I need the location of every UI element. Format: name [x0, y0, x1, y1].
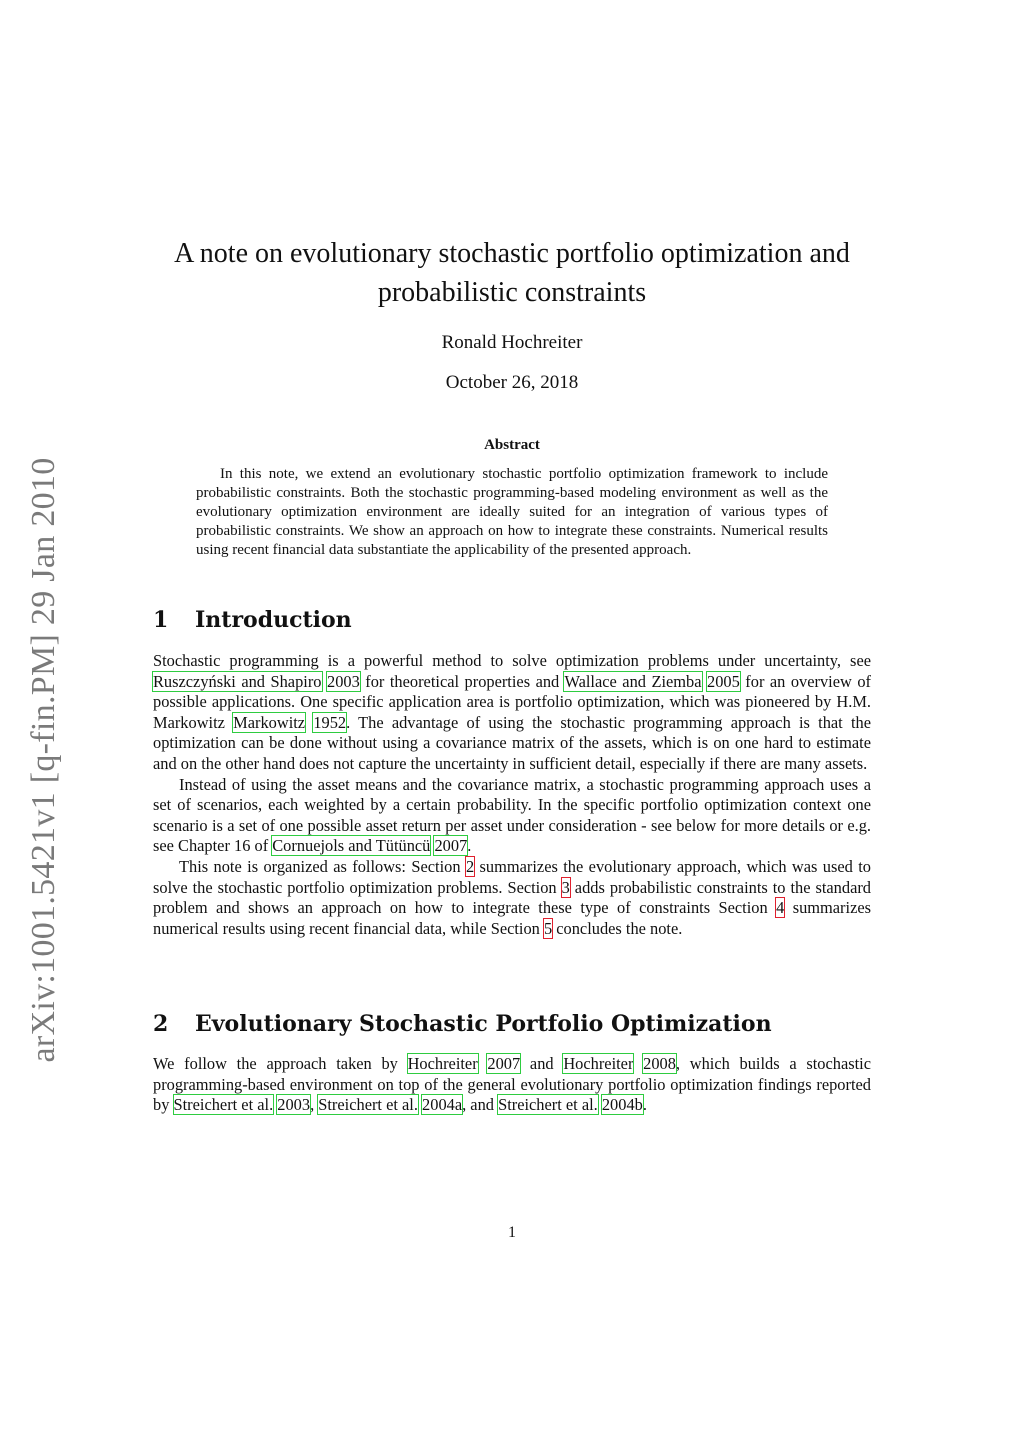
citation-link[interactable]: Wallace and Ziemba [564, 671, 702, 691]
text-run: . The advantage of using the stochastic programming approach is that the optimization can be done without using a covariance matrix of the assets, which is on one hard to estimate and on the other hand does not capture the uncertainty in sufficient detail, especially if there are many assets. [153, 712, 871, 773]
intro-paragraph-3 [153, 857, 871, 939]
citation-year-link[interactable]: 2008 [643, 1054, 676, 1073]
text-run: and [520, 1054, 564, 1073]
arxiv-identifier[interactable]: arXiv:1001.5421v1 [q-fin.PM] 29 Jan 2010 [25, 457, 62, 1063]
text-run: concludes the note. [552, 918, 683, 938]
citation-link[interactable]: Streichert et al. [173, 1095, 274, 1115]
text-run: summarizes the evolutionary approach, which was used to solve the stochastic portfolio optimization problems. Section [153, 856, 872, 897]
citation-year-link[interactable]: 2004b [601, 1095, 643, 1115]
text-run: adds probabilistic constraints to the standard problem and shows an approach on how to integrate these type of constraints Section [153, 877, 871, 918]
text-run: We follow the approach taken by [153, 1054, 408, 1073]
text-run [633, 1054, 643, 1073]
citation-link[interactable]: Ruszczyński and Shapiro [153, 671, 322, 691]
section-1-heading [153, 607, 352, 633]
section-reference-link[interactable]: 2 [465, 856, 475, 876]
title-line-2: probabilistic constraints [377, 277, 647, 308]
section-1-title: Introduction [195, 607, 352, 633]
citation-link[interactable]: Hochreiter [407, 1054, 478, 1073]
text-run: , which builds a stochastic programming-based environment on top of the general evolutionary portfolio optimization findings reported by [153, 1054, 871, 1115]
citation-link[interactable]: Hochreiter [563, 1054, 634, 1073]
text-run: Stochastic programming is a powerful method to solve optimization problems under uncertainty, see [153, 651, 871, 670]
abstract-heading: Abstract [484, 437, 540, 453]
section-reference-link[interactable]: 5 [543, 918, 553, 938]
text-run: Instead of using the asset means and the covariance matrix, a stochastic programming approach uses a set of scenarios, each weighted by a certain probability. In the specific portfolio optimization context one scenario is a set of one possible asset return per asset under consideration - see below for more details or e.g. see Chapter 16 of [153, 774, 871, 856]
citation-link[interactable]: Markowitz [233, 712, 306, 732]
citation-year-link[interactable]: 2003 [277, 1095, 311, 1115]
section-1-number: 1 [153, 607, 169, 633]
section-2-heading [153, 1011, 772, 1037]
text-run: , [310, 1095, 319, 1115]
title-line-1: A note on evolutionary stochastic portfolio optimization and [174, 238, 850, 269]
text-run: for an overview of possible applications. One specific application area is portfolio optimization, which was pioneered by H.M. Markowitz [153, 671, 871, 732]
page-number: 1 [508, 1224, 516, 1241]
section-1-body [153, 651, 871, 939]
section-2-title: Evolutionary Stochastic Portfolio Optimization [195, 1011, 772, 1037]
citation-year-link[interactable]: 2003 [327, 671, 360, 691]
section-reference-link[interactable]: 4 [776, 898, 785, 918]
citation-link[interactable]: Streichert et al. [318, 1095, 418, 1115]
section-reference-link[interactable]: 3 [561, 877, 570, 897]
text-run: . [642, 1095, 647, 1115]
text-run: This note is organized as follows: Section [179, 856, 466, 876]
abstract-text: In this note, we extend an evolutionary stochastic portfolio optimization framework to include probabilistic constraints. Both the stochastic programming-based modeling environment as well as the evolutionary optimization environment are ideally suited for an integration of various types of probabilistic constraints. We show an approach on how to integrate these constraints. Numerical results using recent financial data substantiate the applicability of the presented approach. [196, 466, 828, 558]
citation-year-link[interactable]: 2007 [434, 836, 468, 856]
intro-paragraph-2 [153, 775, 871, 857]
text-run: , and [462, 1095, 499, 1115]
paper-date: October 26, 2018 [445, 372, 579, 393]
intro-paragraph-1 [153, 651, 871, 775]
section-2-body [153, 1054, 871, 1116]
text-run: . [467, 836, 472, 856]
citation-year-link[interactable]: 2005 [707, 671, 740, 691]
text-run: summarizes numerical results using recent financial data, while Section [153, 898, 872, 938]
citation-link[interactable]: Streichert et al. [498, 1095, 598, 1115]
citation-link[interactable]: Cornuejols and Tütüncü [272, 836, 431, 856]
citation-year-link[interactable]: 2004a [422, 1095, 463, 1115]
citation-year-link[interactable]: 1952 [313, 712, 347, 732]
section-2-number: 2 [153, 1011, 169, 1037]
section-2-paragraph-1 [153, 1054, 871, 1116]
author-name: Ronald Hochreiter [441, 332, 583, 353]
paper-title [150, 234, 874, 312]
citation-year-link[interactable]: 2007 [487, 1054, 521, 1073]
text-run: for theoretical properties and [359, 671, 565, 691]
text-run [478, 1054, 488, 1073]
